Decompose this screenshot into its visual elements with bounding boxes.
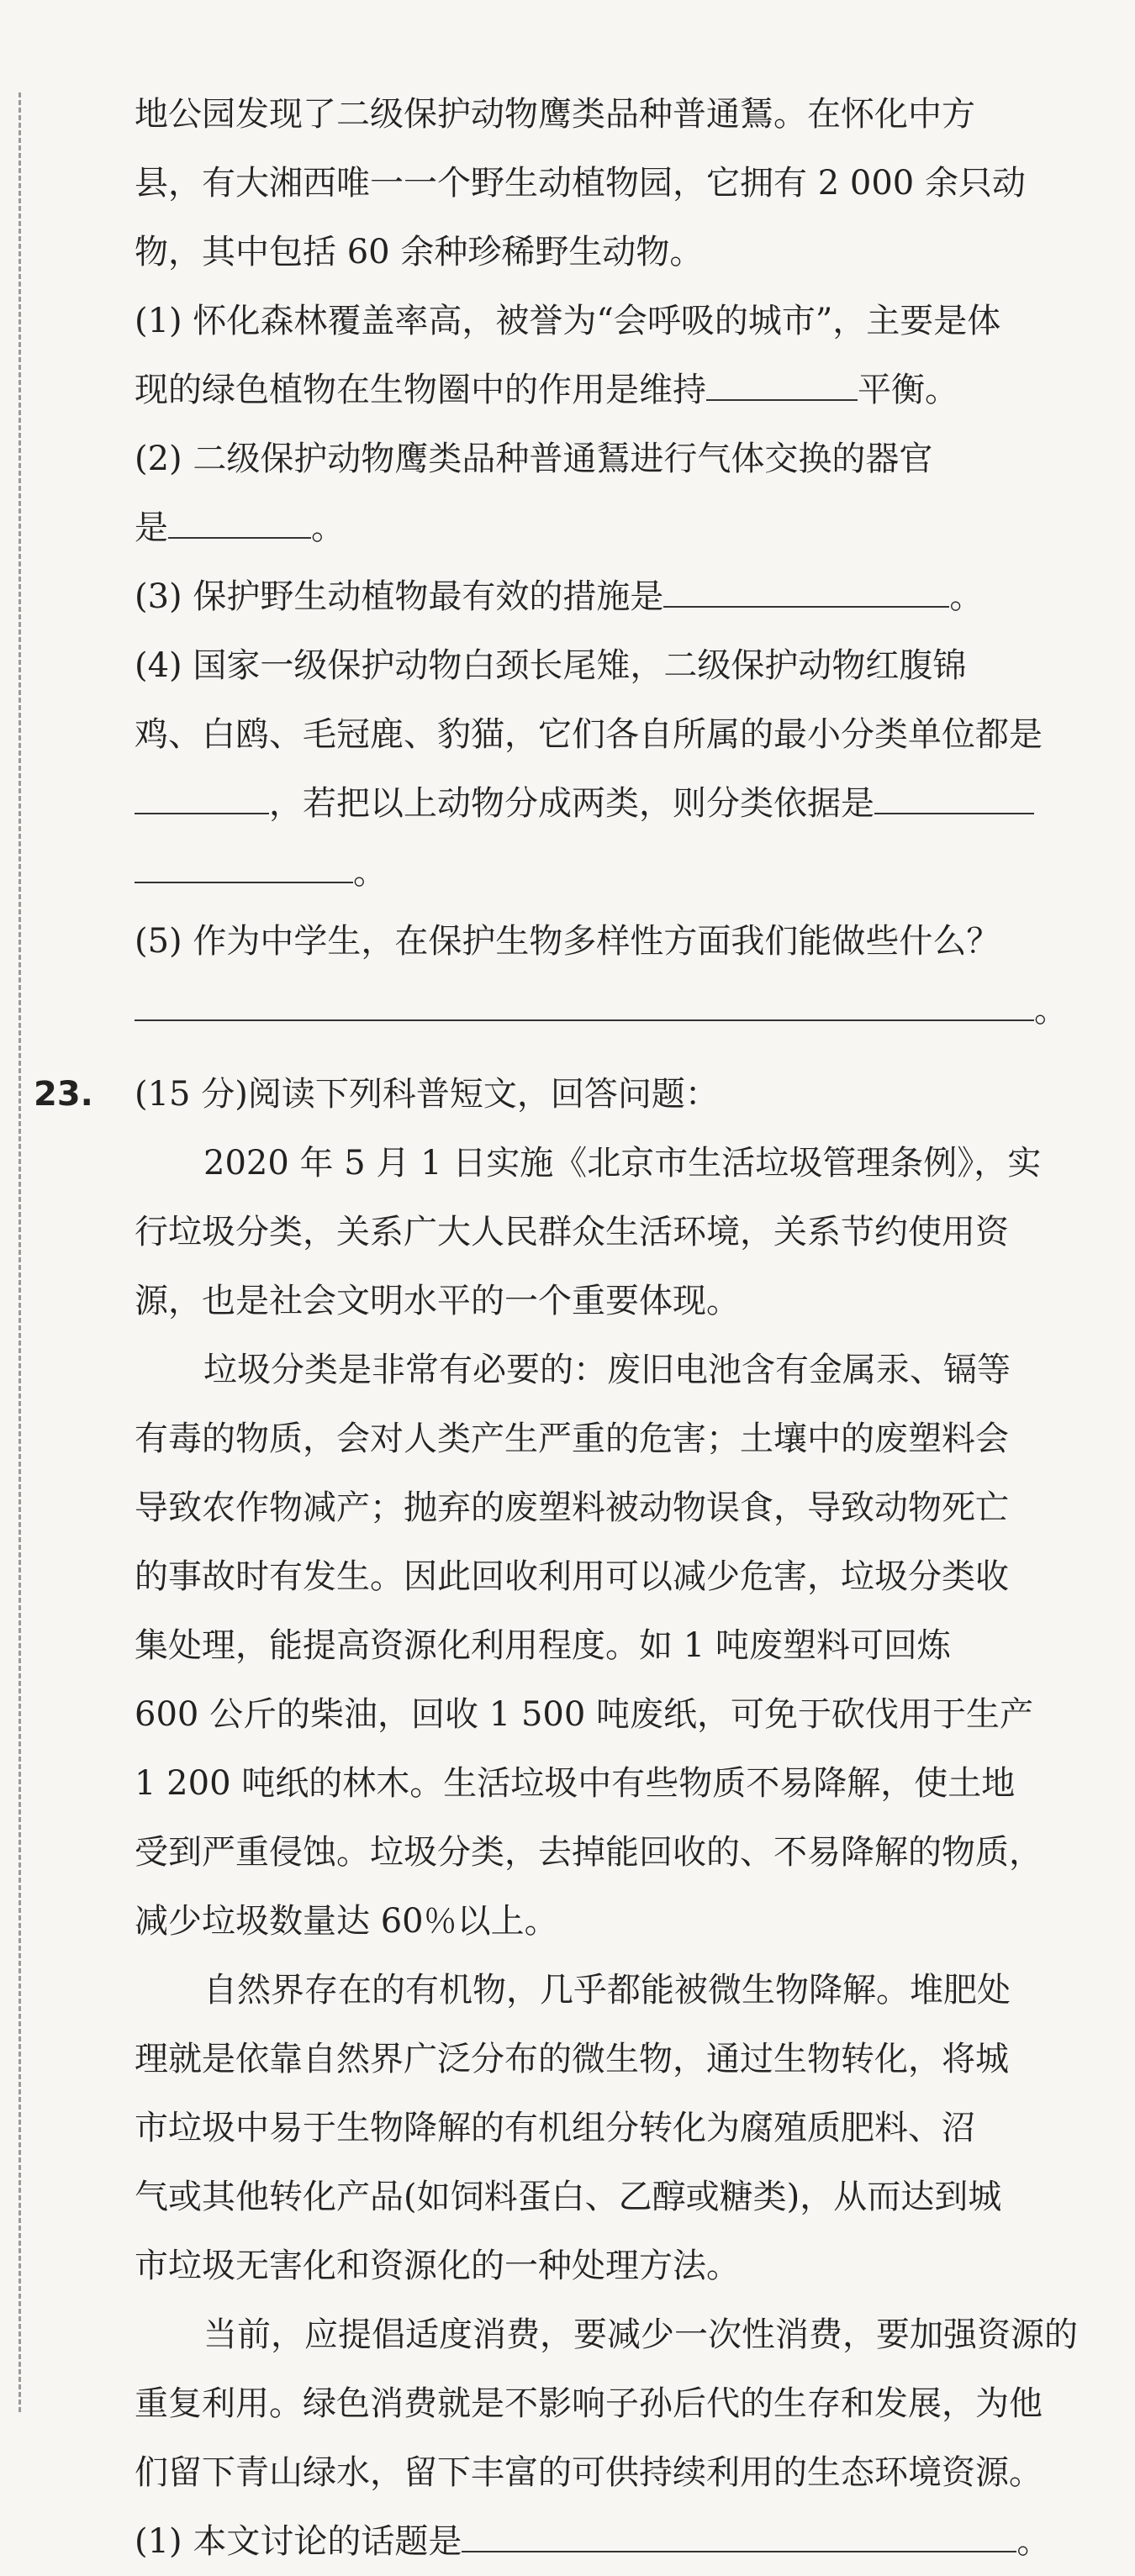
q22-sub2-line-2 bbox=[135, 493, 1076, 562]
page-content bbox=[34, 80, 1078, 2576]
q22-sub4-answer-blank-1[interactable] bbox=[135, 769, 269, 814]
q23-sub1-line bbox=[135, 2507, 1076, 2576]
q23-sub1-text: (1) 本文讨论的话题是 bbox=[135, 2522, 462, 2561]
q22-sub4-line-4 bbox=[135, 838, 1076, 907]
q22-sub2-line-1: (2) 二级保护动物鹰类品种普通鵟进行气体交换的器官 bbox=[135, 440, 933, 478]
binding-margin-rule bbox=[18, 92, 21, 2412]
q22-sub4-text: ，若把以上动物分成两类，则分类依据是 bbox=[269, 784, 874, 823]
q22-sub1-text-end: 平衡。 bbox=[858, 371, 958, 409]
q22-sub4-line-2: 鸡、白鸥、毛冠鹿、豹猫，它们各自所属的最小分类单位都是 bbox=[135, 715, 1043, 754]
q22-sub2-text: 是 bbox=[135, 508, 168, 547]
q22-intro-line-1: 地公园发现了二级保护动物鹰类品种普通鵟。在怀化中方 bbox=[135, 95, 975, 134]
q22-sub4-text-end: 。 bbox=[353, 853, 387, 892]
q23-p2-line-6: 600 公斤的柴油，回收 1 500 吨废纸，可免于砍伐用于生产 bbox=[135, 1695, 1034, 1734]
q23-header: (15 分)阅读下列科普短文，回答问题： bbox=[135, 1075, 719, 1114]
q23-p4-line-2: 重复利用。绿色消费就是不影响子孙后代的生存和发展，为他 bbox=[135, 2384, 1043, 2423]
q23-p3-line-5: 市垃圾无害化和资源化的一种处理方法。 bbox=[135, 2247, 740, 2285]
q22-sub4-answer-blank-2a[interactable] bbox=[874, 769, 1034, 814]
q22-sub2-text-end: 。 bbox=[311, 508, 345, 547]
q22-sub1-line-2 bbox=[135, 356, 1076, 424]
q23-p3-line-2: 理就是依靠自然界广泛分布的微生物，通过生物转化，将城 bbox=[135, 2040, 1009, 2078]
q23-header-line bbox=[34, 1060, 1076, 1129]
q23-p3-line-3: 市垃圾中易于生物降解的有机组分转化为腐殖质肥料、沼 bbox=[135, 2109, 975, 2147]
q22-sub3-line bbox=[135, 562, 1076, 631]
q22-sub4-line-1: (4) 国家一级保护动物白颈长尾雉，二级保护动物红腹锦 bbox=[135, 646, 967, 685]
q22-sub3-text: (3) 保护野生动植物最有效的措施是 bbox=[135, 577, 664, 616]
q22-sub5-line: (5) 作为中学生，在保护生物多样性方面我们能做些什么？ bbox=[135, 922, 1000, 961]
q23-p2-line-1: 垃圾分类是非常有必要的：废旧电池含有金属汞、镉等 bbox=[203, 1351, 1011, 1389]
q23-p2-line-7: 1 200 吨纸的林木。生活垃圾中有些物质不易降解，使土地 bbox=[135, 1764, 1016, 1803]
q22-sub1-text: 现的绿色植物在生物圈中的作用是维持 bbox=[135, 371, 706, 409]
q23-p2-line-5: 集处理，能提高资源化利用程度。如 1 吨废塑料可回炼 bbox=[135, 1626, 951, 1665]
q22-sub1-answer-blank[interactable] bbox=[706, 356, 858, 401]
q23-p4-line-3: 们留下青山绿水，留下丰富的可供持续利用的生态环境资源。 bbox=[135, 2453, 1043, 2492]
q23-sub1-answer-blank[interactable] bbox=[462, 2507, 1016, 2552]
q22-sub4-answer-blank-2b[interactable] bbox=[135, 838, 353, 883]
q22-sub5-answer-line bbox=[135, 976, 1076, 1045]
q23-p1-line-2: 行垃圾分类，关系广大人民群众生活环境，关系节约使用资 bbox=[135, 1213, 1009, 1251]
q22-intro-line-3: 物，其中包括 60 余种珍稀野生动物。 bbox=[135, 233, 704, 271]
q22-sub3-answer-blank[interactable] bbox=[663, 562, 949, 608]
q23-p1-line-1: 2020 年 5 月 1 日实施《北京市生活垃圾管理条例》，实 bbox=[203, 1144, 1042, 1183]
q23-number: 23. bbox=[34, 1075, 93, 1114]
q23-p4-line-1: 当前，应提倡适度消费，要减少一次性消费，要加强资源的 bbox=[203, 2315, 1078, 2354]
q22-sub5-answer-blank[interactable] bbox=[135, 977, 1034, 1021]
q22-intro-line-2: 县，有大湘西唯一一个野生动植物园，它拥有 2 000 余只动 bbox=[135, 164, 1026, 203]
q23-p1-line-3: 源，也是社会文明水平的一个重要体现。 bbox=[135, 1282, 740, 1320]
q23-p2-line-8: 受到严重侵蚀。垃圾分类，去掉能回收的、不易降解的物质， bbox=[135, 1833, 1043, 1872]
q23-p2-line-2: 有毒的物质，会对人类产生严重的危害；土壤中的废塑料会 bbox=[135, 1420, 1009, 1458]
q22-sub5-end: 。 bbox=[1034, 991, 1068, 1030]
q23-p3-line-4: 气或其他转化产品(如饲料蛋白、乙醇或糖类)，从而达到城 bbox=[135, 2178, 1002, 2216]
q23-p2-line-9: 减少垃圾数量达 60％以上。 bbox=[135, 1902, 558, 1941]
q23-p3-line-1: 自然界存在的有机物，几乎都能被微生物降解。堆肥处 bbox=[203, 1971, 1011, 2010]
q22-sub2-answer-blank[interactable] bbox=[168, 493, 311, 539]
q22-sub4-line-3 bbox=[135, 769, 1076, 838]
q22-sub1-line-1: (1) 怀化森林覆盖率高，被誉为“会呼吸的城市”，主要是体 bbox=[135, 302, 1001, 340]
q23-sub1-end: 。 bbox=[1016, 2522, 1051, 2561]
q23-p2-line-3: 导致农作物减产；抛弃的废塑料被动物误食，导致动物死亡 bbox=[135, 1488, 1009, 1527]
q23-p2-line-4: 的事故时有发生。因此回收利用可以减少危害，垃圾分类收 bbox=[135, 1557, 1009, 1596]
q22-sub3-text-end: 。 bbox=[949, 577, 984, 616]
